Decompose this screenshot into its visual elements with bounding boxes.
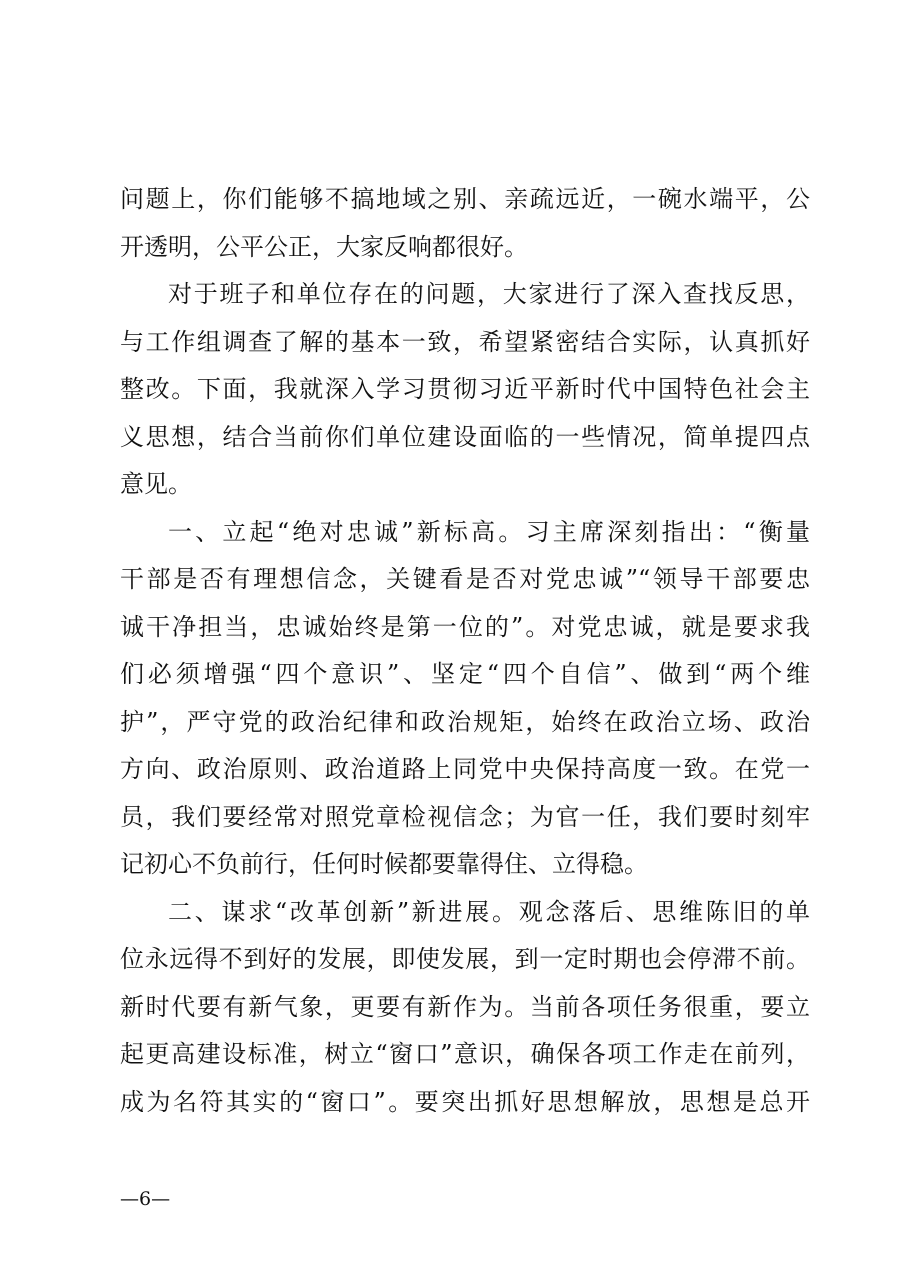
text-line: 位永远得不到好的发展，即使发展，到一定时期也会停滞不前。 [120,945,810,973]
text-line: 成为名符其实的“窗口”。要突出抓好思想解放，思想是总开 [120,1087,810,1116]
text-line: 一、立起“绝对忠诚”新标高。习主席深刻指出：“衡量 [168,517,810,546]
text-line: 护”，严守党的政治纪律和政治规矩，始终在政治立场、政治 [120,707,810,736]
body-text [120,176,810,1126]
text-line: 意见。 [120,470,192,498]
text-line: 诚干净担当，忠诚始终是第一位的”。对党忠诚，就是要求我 [120,612,810,641]
page-number: —6— [120,1188,171,1210]
text-line: 记初心不负前行，任何时候都要靠得住、立得稳。 [120,850,648,878]
text-line: 干部是否有理想信念，关键看是否对党忠诚”“领导干部要忠 [120,565,810,593]
text-line: 与工作组调查了解的基本一致，希望紧密结合实际，认真抓好 [120,327,810,356]
text-line: 方向、政治原则、政治道路上同党中央保持高度一致。在党一 [120,755,810,783]
text-line: 新时代要有新气象，更要有新作为。当前各项任务很重，要立 [120,992,810,1021]
text-line: 整改。下面，我就深入学习贯彻习近平新时代中国特色社会主 [120,375,810,403]
text-line: 起更高建设标准，树立“窗口”意识，确保各项工作走在前列， [120,1040,810,1068]
text-line: 开透明，公平公正，大家反响都很好。 [120,232,528,261]
text-line: 们必须增强“四个意识”、坚定“四个自信”、做到“两个维 [120,660,810,688]
text-line: 义思想，结合当前你们单位建设面临的一些情况，简单提四点 [120,422,810,451]
text-line: 二、谋求“改革创新”新进展。观念落后、思维陈旧的单 [168,897,810,926]
text-line: 问题上，你们能够不搞地域之别、亲疏远近，一碗水端平，公 [120,185,810,213]
text-line: 员，我们要经常对照党章检视信念；为官一任，我们要时刻牢 [120,802,810,831]
text-line: 对于班子和单位存在的问题，大家进行了深入查找反思， [168,280,810,308]
